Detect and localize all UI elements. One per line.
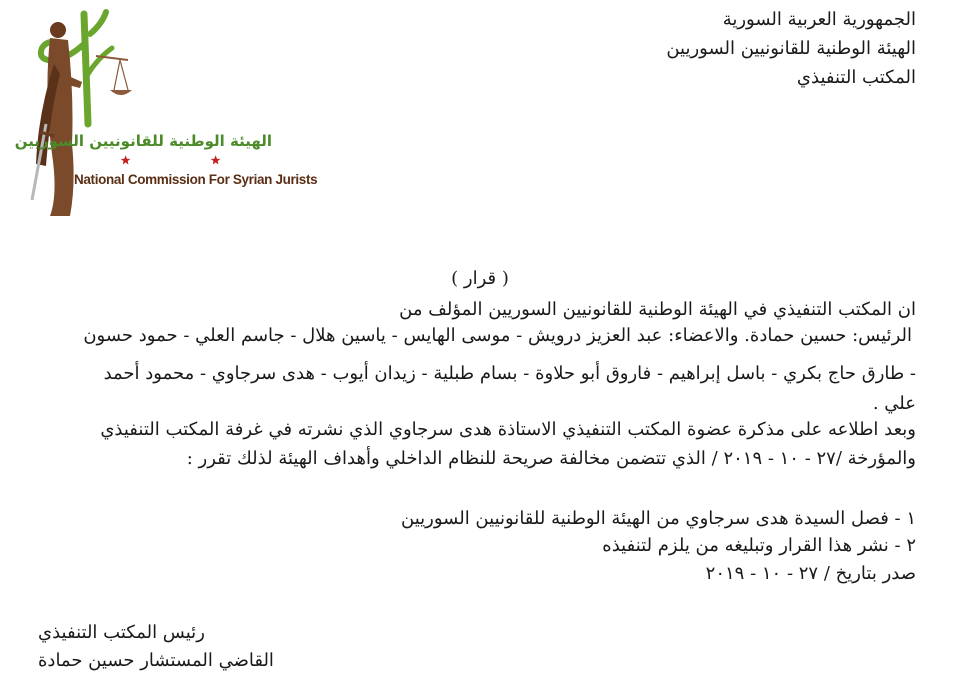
organization-logo xyxy=(14,4,318,218)
decision-line: وبعد اطلاعه على مذكرة عضوة المكتب التنفيذي الاستاذة هدى سرجاوي الذي نشرته في غرفة المكتب التنفيذي xyxy=(100,419,916,440)
decision-line: علي . xyxy=(872,393,916,414)
decision-line: - طارق حاج بكري - باسل إبراهيم - فاروق أبو حلاوة - بسام طبلية - زيدان أيوب - هدى سرجاوي - محمود أحمد xyxy=(103,363,916,384)
decision-item: ٢ - نشر هذا القرار وتبليغه من يلزم لتنفيذه xyxy=(602,535,916,556)
decision-title: ( قرار ) xyxy=(451,268,509,289)
decision-line: ان المكتب التنفيذي في الهيئة الوطنية للقانونيين السوريين المؤلف من xyxy=(399,299,916,320)
logo-stars-icon xyxy=(100,154,270,170)
logo-english-name: National Commission For Syrian Jurists xyxy=(74,172,318,187)
decision-item: ١ - فصل السيدة هدى سرجاوي من الهيئة الوطنية للقانونيين السوريين xyxy=(401,508,916,529)
signature-title: رئيس المكتب التنفيذي xyxy=(38,622,205,643)
header-organization: الهيئة الوطنية للقانونيين السوريين xyxy=(666,38,916,59)
header-country: الجمهورية العربية السورية xyxy=(722,9,916,30)
signature-name: القاضي المستشار حسين حمادة xyxy=(38,650,274,671)
decision-line: والمؤرخة /٢٧ - ١٠ - ٢٠١٩ / الذي تتضمن مخالفة صريحة للنظام الداخلي وأهداف الهيئة لذلك تقرر : xyxy=(186,448,916,469)
decision-line: الرئيس: حسين حمادة. والاعضاء: عبد العزيز درويش - موسى الهايس - ياسين هلال - جاسم العلي - حمود حسون xyxy=(83,325,912,346)
logo-arabic-name: الهيئة الوطنية للقانونيين السوريين xyxy=(14,132,272,150)
header-office: المكتب التنفيذي xyxy=(796,67,916,88)
decision-date: صدر بتاريخ / ٢٧ - ١٠ - ٢٠١٩ xyxy=(705,563,916,584)
